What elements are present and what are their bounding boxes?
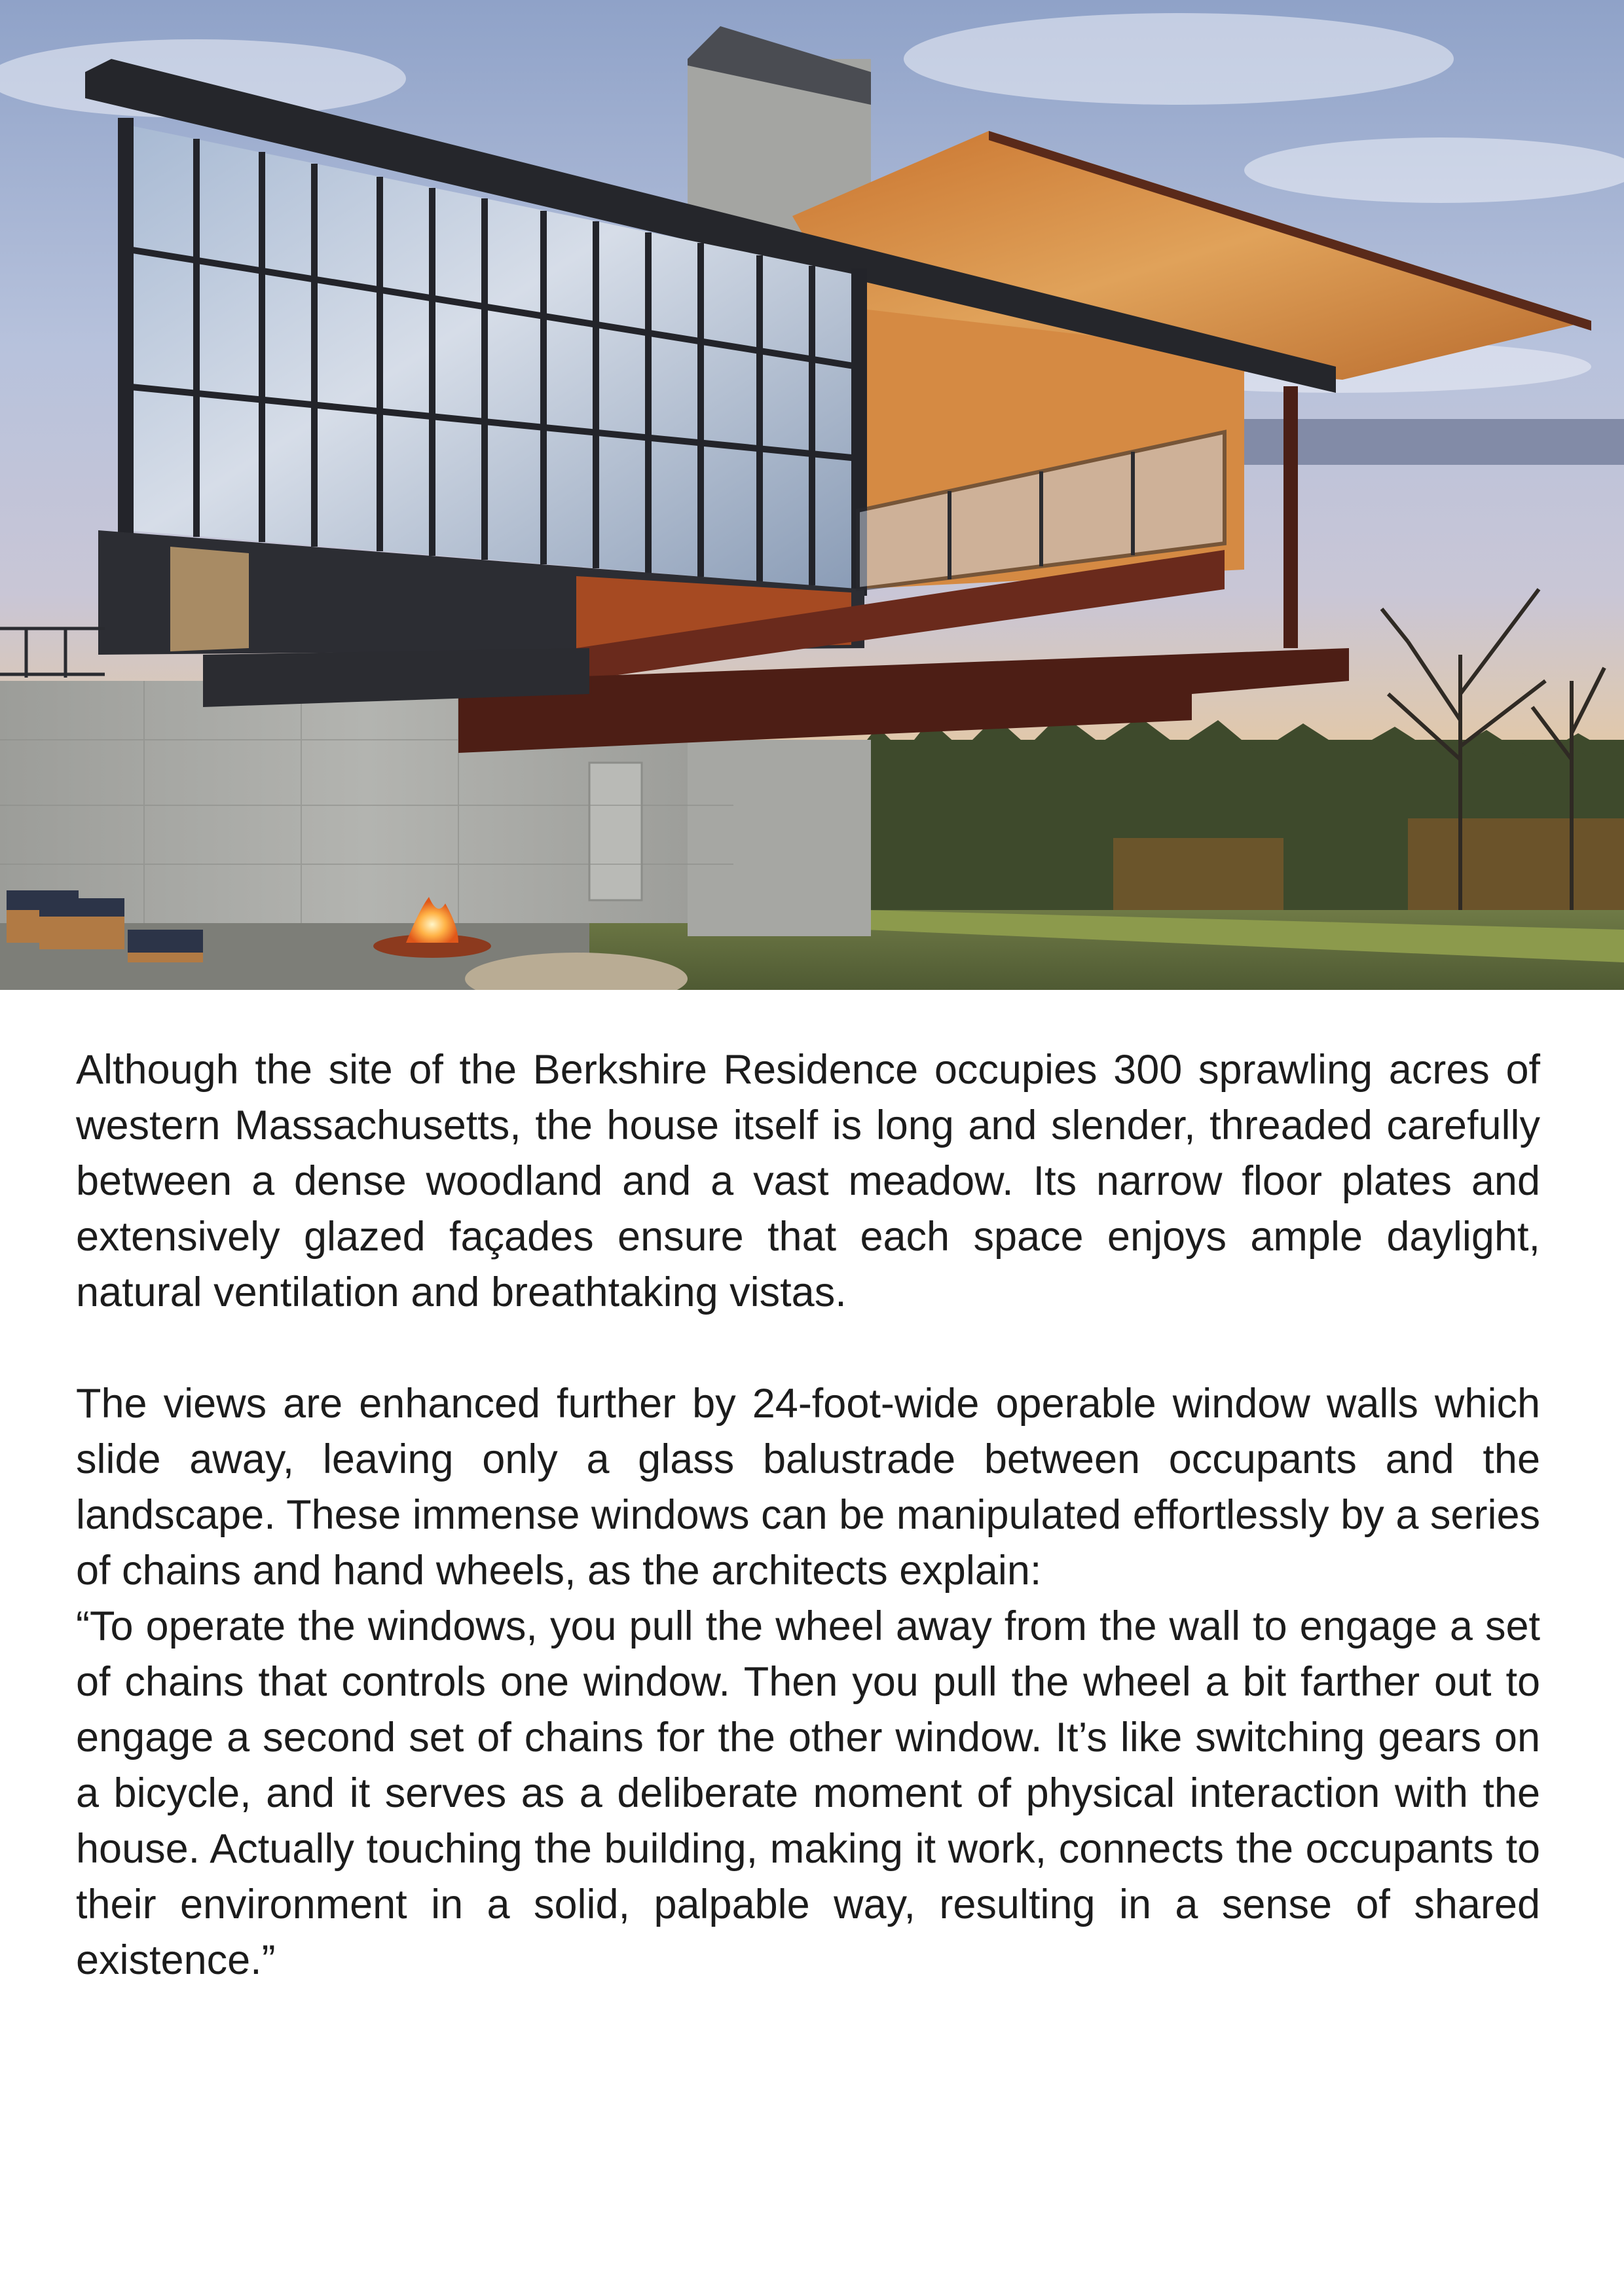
column: [1283, 386, 1298, 648]
dark-cloud-band: [1218, 419, 1624, 465]
paragraph-views: The views are enhanced further by 24-foot-wide operable window walls which slide away, leaving only a glass balustrade between occupants and the landscape. These immense windows can be manipulated effortlessly by a series of chains and hand wheels, as the architects explain:: [76, 1381, 1540, 1594]
article-body: [76, 1042, 1540, 1988]
facade-left-frame: [118, 118, 134, 537]
house-photo: [0, 0, 1624, 990]
concrete-pier: [688, 740, 871, 936]
lower-glass: [170, 547, 249, 651]
paragraph-quote: “To operate the windows, you pull the wheel away from the wall to engage a set of chains that controls one window. Then you pull the wheel a bit farther out to engage a second set of chains for the other window. It’s like switching gears on a bicycle, and it serves as a deliberate moment of physical interaction with the house. Actually touching the building, making it work, connects the occupants to their environment in a solid, palpable way, resulting in a sense of shared existence.”: [76, 1603, 1540, 1983]
door: [589, 763, 642, 900]
tree-line: [851, 714, 1624, 936]
paragraph-site: Although the site of the Berkshire Residence occupies 300 sprawling acres of western Massachusetts, the house itself is long and slender, threaded carefully between a dense woodland and a vast meadow. Its narrow floor plates and extensively glazed façades ensure that each space enjoys ample daylight, natural ventilation and breathtaking vistas.: [76, 1047, 1540, 1315]
